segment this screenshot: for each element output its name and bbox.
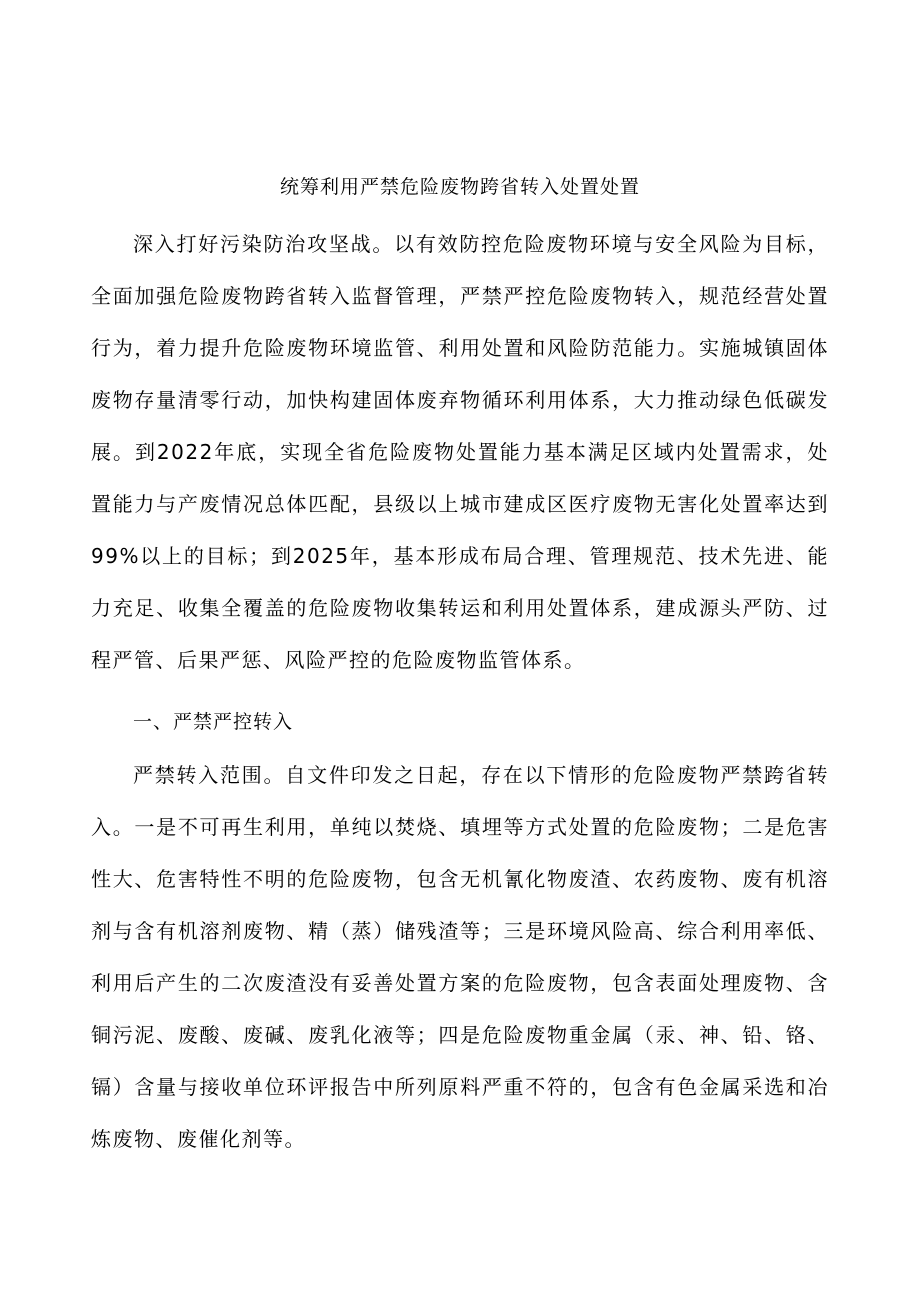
document-title: 统筹利用严禁危险废物跨省转入处置处置 [279,176,640,198]
body-paragraph-2: 严禁转入范围。自文件印发之日起，存在以下情形的危险废物严禁跨省转入。一是不可再生利用，单纯以焚烧、填埋等方式处置的危险废物；二是危害性大、危害特性不明的危险废物，包含无机氰化物废渣、农药废物、废有机溶剂与含有机溶剂废物、精（蒸）储残渣等；三是环境风险高、综合利用率低、利用后产生的二次废渣没有妥善处置方案的危险废物，包含表面处理废物、含铜污泥、废酸、废碱、废乳化液等；四是危险废物重金属（汞、神、铅、铬、镉）含量与接收单位环评报告中所列原料严重不符的，包含有色金属采选和冶炼废物、废催化剂等。 [91,763,829,1151]
section-heading-1: 一、严禁严控转入 [133,711,294,733]
body-paragraph-1: 深入打好污染防治攻坚战。以有效防控危险废物环境与安全风险为目标，全面加强危险废物跨省转入监督管理，严禁严控危险废物转入，规范经营处置行为，着力提升危险废物环境监管、利用处置和风险防范能力。实施城镇固体废物存量清零行动，加快构建固体废弃物循环利用体系，大力推动绿色低碳发展。到2022年底，实现全省危险废物处置能力基本满足区域内处置需求，处置能力与产废情况总体匹配，县级以上城市建成区医疗废物无害化处置率达到99%以上的目标；到2025年，基本形成布局合理、管理规范、技术先进、能力充足、收集全覆盖的危险废物收集转运和利用处置体系，建成源头严防、过程严管、后果严惩、风险严控的危险废物监管体系。 [91,232,829,672]
